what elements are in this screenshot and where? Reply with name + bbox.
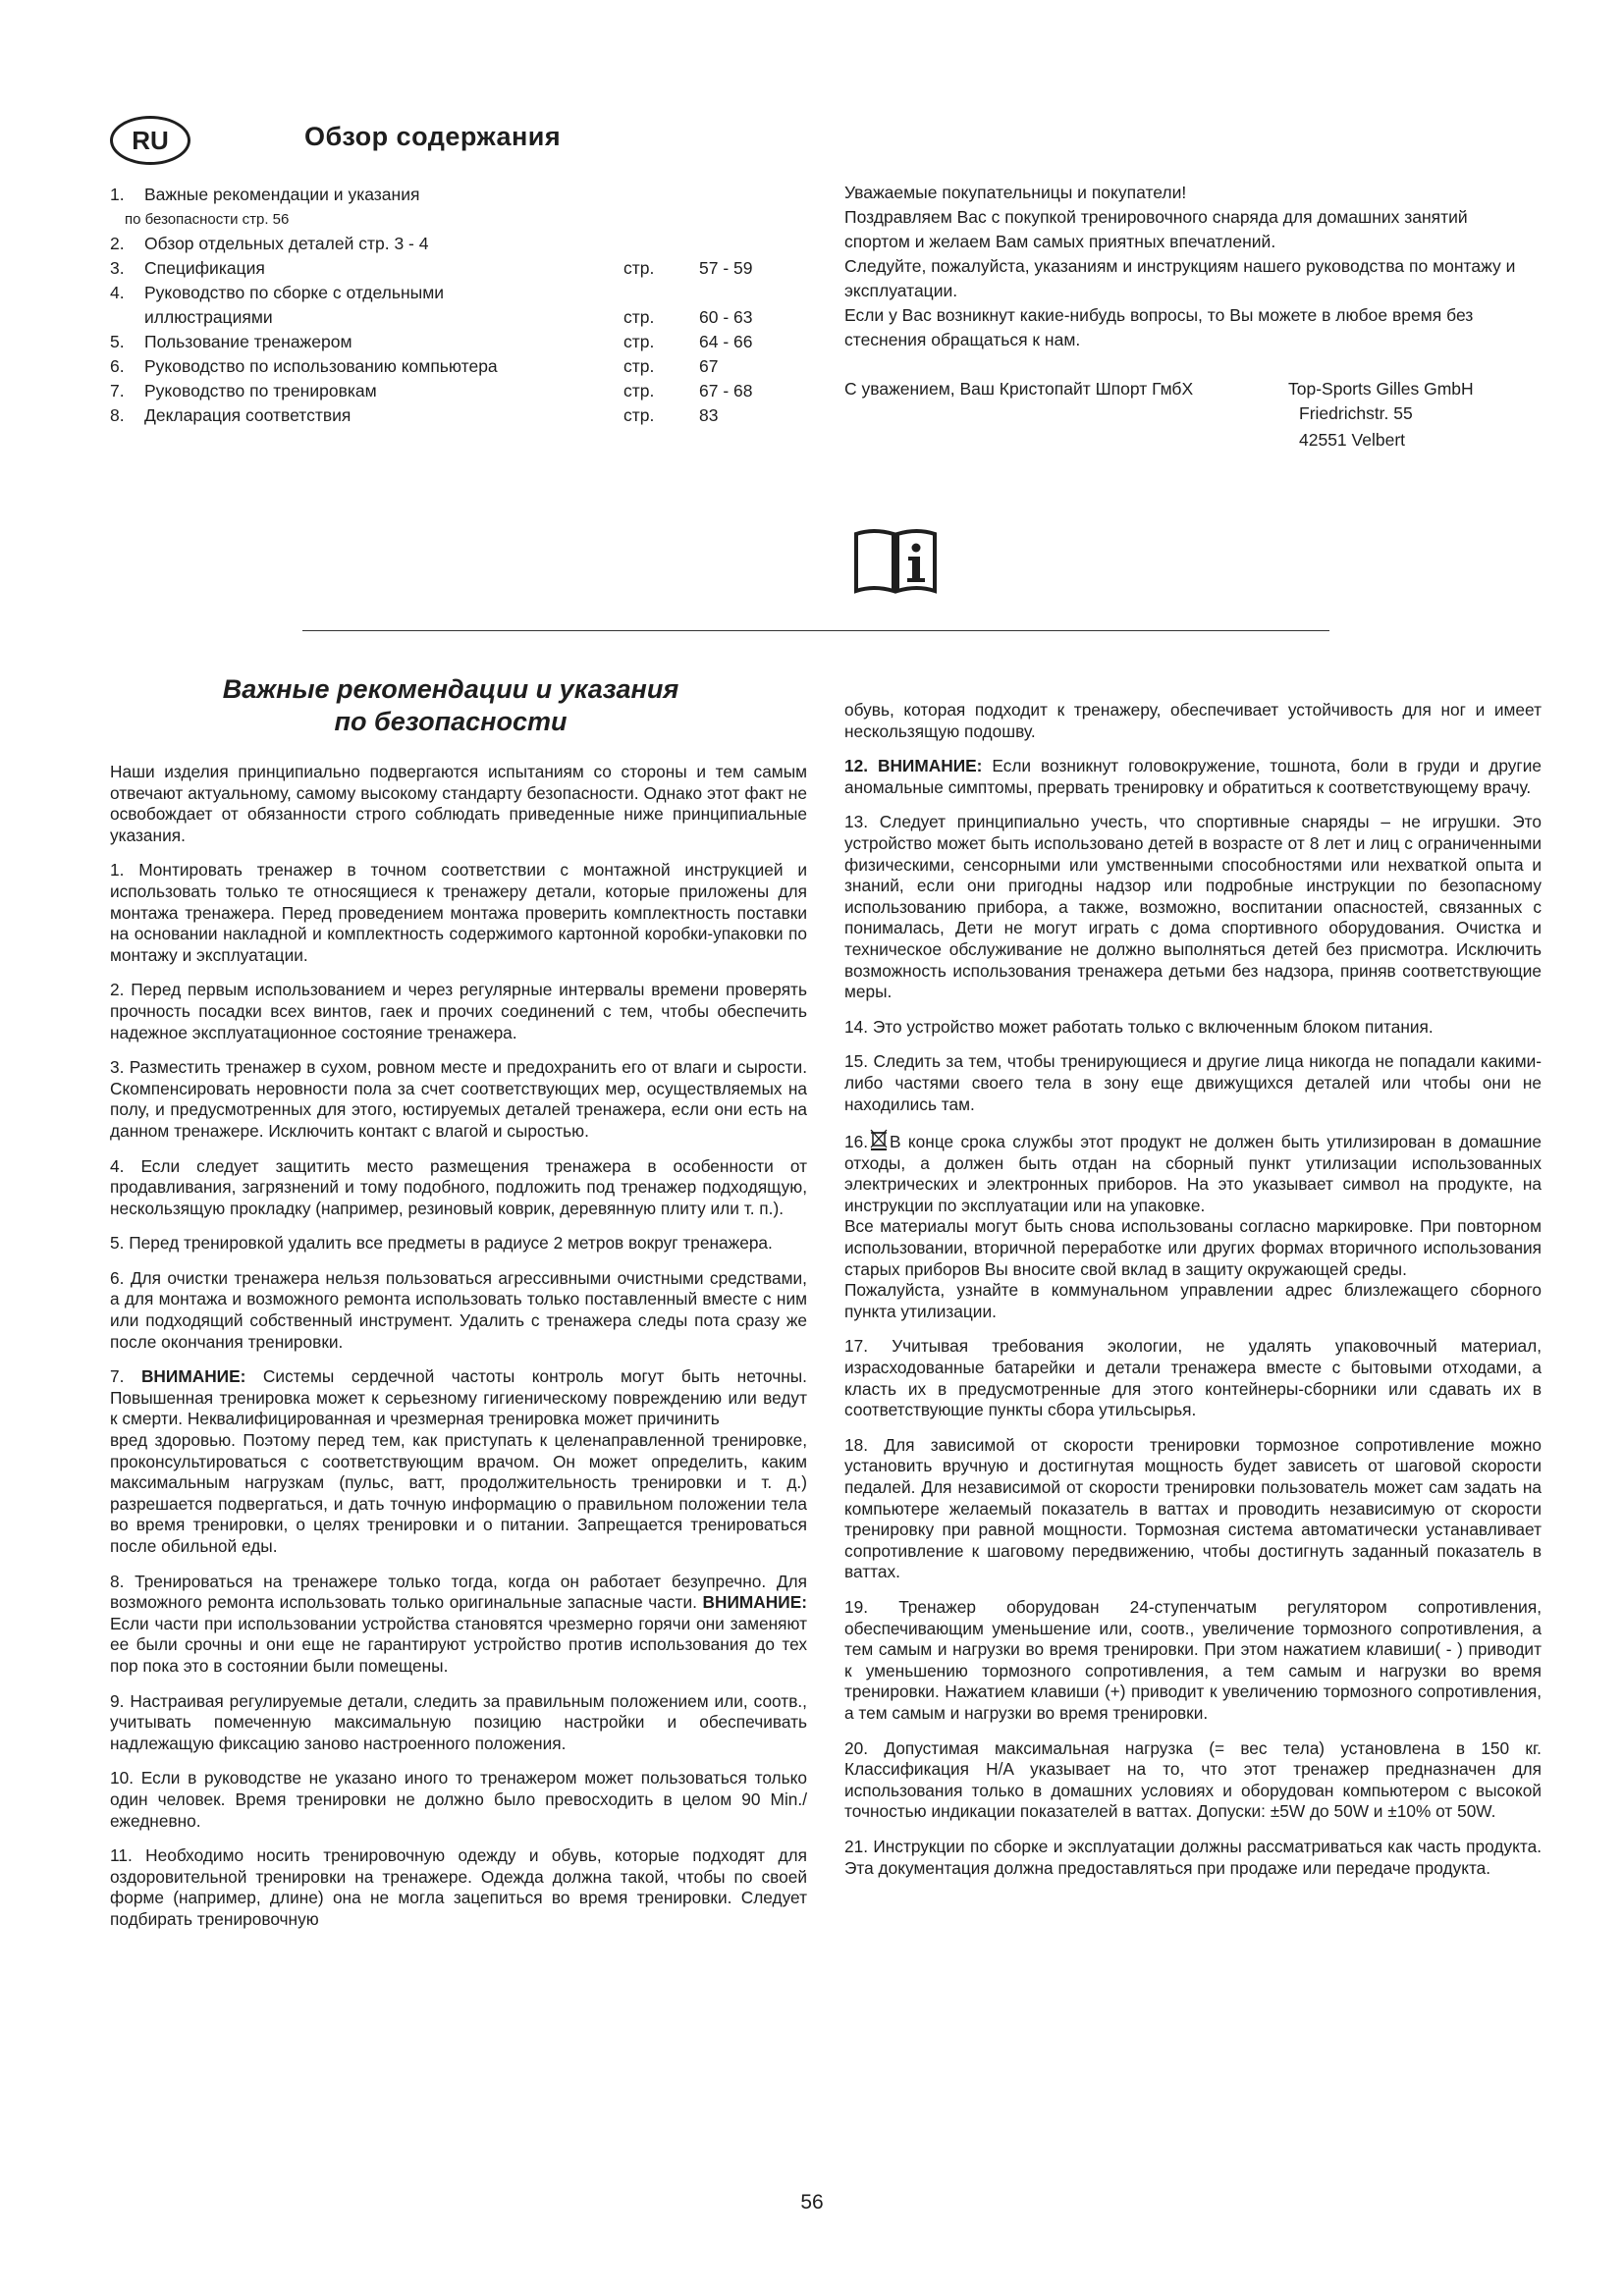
toc-row — [110, 330, 797, 354]
item-number: 19. — [844, 1596, 869, 1617]
toc-row — [110, 379, 797, 403]
toc-text: Обзор отдельных деталей стр. 3 - 4 — [144, 234, 429, 253]
item-text: Для очистки тренажера нельзя пользоваться агрессивными очистными средствами, а для монтажа и возможного ремонта использовать только поставленный вместе с ним или подходящий собственный инструмент. Удалить с тренажера следы пота сразу же после окончания тренировки. — [110, 1267, 807, 1352]
section-divider — [302, 630, 1329, 631]
safety-item — [844, 1435, 1542, 1583]
safety-title-line: по безопасности — [334, 707, 568, 736]
toc-num: 6. — [110, 356, 125, 376]
safety-item — [110, 1233, 807, 1255]
company-name: Top-Sports Gilles GmbH — [1288, 379, 1474, 399]
toc-text: Руководство по тренировкам — [144, 381, 377, 400]
toc-pages: 67 - 68 — [699, 381, 753, 400]
toc-row — [110, 305, 797, 330]
item-text: Перед тренировкой удалить все предметы в радиусе 2 метров вокруг тренажера. — [129, 1233, 773, 1254]
safety-intro: Наши изделия принципиально подвергаются испытаниям со стороны и тем самым отвечают актуальному, самому высокому стандарту безопасности. Однако этот факт не освобождает от обязанности строго соблюдать приведенные ниже принципиальные указания. — [110, 762, 807, 845]
warning-label: ВНИМАНИЕ: — [140, 1366, 246, 1387]
safety-item-continued: Пожалуйста, узнайте в коммунальном управлении адрес близлежащего сборного пункта утилизации. — [844, 1280, 1542, 1321]
item-text: Тренироваться на тренажере только тогда, когда он работает безупречно. Для возможного ремонта использовать только оригинальные запасные части. — [110, 1571, 807, 1613]
toc-text: по безопасности стр. 56 — [125, 211, 290, 228]
toc-num: 1. — [110, 185, 125, 204]
safety-item — [844, 756, 1542, 798]
right-column — [844, 700, 1542, 1893]
safety-item-continued: обувь, которая подходит к тренажеру, обеспечивает устойчивость для ног и имеет нескользящую подошву. — [844, 700, 1542, 741]
toc-text: иллюстрациями — [144, 307, 273, 327]
item-number: 2. — [110, 980, 125, 1000]
safety-item — [110, 1768, 807, 1832]
toc-text: Руководство по сборке с отдельными — [144, 283, 445, 302]
toc-row — [110, 256, 797, 281]
toc-num: 2. — [110, 234, 125, 253]
item-number: 12. — [844, 756, 869, 776]
toc-page-label: стр. — [623, 332, 655, 351]
item-number: 20. — [844, 1737, 869, 1758]
item-number: 16. — [844, 1132, 869, 1152]
item-number: 13. — [844, 812, 869, 832]
manual-info-icon — [852, 526, 939, 595]
safety-item — [844, 1051, 1542, 1115]
toc-text: Спецификация — [144, 258, 265, 278]
item-text: Перед первым использованием и через регулярные интервалы времени проверять прочность посадки всех винтов, гаек и прочих соединений с тем, чтобы обеспечить надежное эксплуатационное состояние тренажера. — [110, 980, 807, 1042]
warning-label: ВНИМАНИЕ: — [877, 756, 983, 776]
toc-num: 3. — [110, 258, 125, 278]
item-number: 18. — [844, 1434, 869, 1455]
toc-num: 8. — [110, 405, 125, 425]
safety-item — [110, 1845, 807, 1930]
safety-item — [844, 812, 1542, 1002]
item-number: 5. — [110, 1233, 125, 1254]
warning-label: ВНИМАНИЕ: — [702, 1592, 807, 1613]
toc-page-label: стр. — [623, 307, 655, 327]
item-text: Если возникнут головокружение, тошнота, боли в груди и другие аномальные симптомы, прервать тренировку и обратиться к соответствующему врачу. — [844, 756, 1542, 797]
safety-item — [110, 860, 807, 966]
toc-num: 4. — [110, 283, 125, 302]
table-of-contents — [110, 183, 797, 428]
safety-item — [844, 1129, 1542, 1216]
safety-item — [844, 1017, 1542, 1039]
toc-pages: 64 - 66 — [699, 332, 753, 351]
greeting-block — [844, 181, 1532, 352]
crossed-bin-icon — [870, 1129, 888, 1150]
safety-item-continued: вред здоровью. Поэтому перед тем, как приступать к целенаправленной тренировке, проконсультироваться с соответствующим врачом. Он может определить, каким максимальным нагрузкам (пульс, ватт, продолжительность тренировки и т. д.) разрешается подвергаться, и дать точную информацию о правильном положении тела во время тренировки, о целях тренировки и о питании. Запрещается тренироваться после обильной еды. — [110, 1430, 807, 1556]
greeting-paragraph: Следуйте, пожалуйста, указаниям и инструкциям нашего руководства по монтажу и эксплуатации. — [844, 256, 1516, 300]
safety-item — [844, 1738, 1542, 1823]
item-text: Для зависимой от скорости тренировки тормозное сопротивление можно установить вручную и достигнутая мощность будет зависеть от шаговой скорости педалей. Для независимой от скорости тренировки пользователь может сам задать на компьютере желаемый показатель в ваттах и проводить независимую от скорости тренировку при равной мощности. Тормозная система автоматически устанавливает сопротивление к шаговому передвижению, чтобы достигнуть заданный показатель в ваттах. — [844, 1434, 1542, 1582]
item-text: В конце срока службы этот продукт не должен быть утилизирован в домашние отходы, а должен быть отдан на сборный пункт утилизации использованных электрических и электронных приборов. На это указывает символ на продукте, на инструкции по эксплуатации или на упаковке. — [844, 1132, 1542, 1215]
toc-row — [110, 354, 797, 379]
toc-page-label: стр. — [623, 258, 655, 278]
toc-pages: 60 - 63 — [699, 307, 753, 327]
item-text: Это устройство может работать только с включенным блоком питания. — [872, 1016, 1434, 1037]
item-number: 7. — [110, 1366, 125, 1387]
toc-title: Обзор содержания — [304, 122, 562, 151]
toc-row — [110, 232, 797, 256]
item-text: Учитывая требования экологии, не удалять упаковочный материал, израсходованные батарейки и детали тренажера вместе с бытовыми отходами, а класть их в предусмотренные для этого контейнеры-сборники или сдавать их в соответствующие пункты сбора утильсырья. — [844, 1336, 1542, 1420]
company-street: Friedrichstr. 55 — [1299, 403, 1413, 423]
item-number: 11. — [110, 1845, 133, 1866]
toc-text: Руководство по использованию компьютера — [144, 356, 498, 376]
toc-page-label: стр. — [623, 381, 655, 400]
toc-text: Пользование тренажером — [144, 332, 352, 351]
item-number: 3. — [110, 1057, 125, 1078]
item-number: 10. — [110, 1768, 135, 1789]
toc-row — [110, 183, 797, 207]
safety-title-line: Важные рекомендации и указания — [222, 674, 679, 704]
safety-item — [110, 980, 807, 1043]
safety-section-title — [110, 673, 791, 738]
toc-text: Декларация соответствия — [144, 405, 352, 425]
toc-pages: 83 — [699, 405, 719, 425]
toc-page-label: стр. — [623, 356, 655, 376]
toc-row — [110, 403, 797, 428]
safety-item-continued: Все материалы могут быть снова использованы согласно маркировке. При повторном использовании, вторичной переработке или других формах вторичного использования старых приборов Вы вносите свой вклад в защиту окружающей среды. — [844, 1216, 1542, 1279]
page-number: 56 — [800, 2191, 824, 2214]
greeting-salutation: Уважаемые покупательницы и покупатели! — [844, 183, 1187, 202]
safety-item — [110, 1156, 807, 1220]
item-text: Необходимо носить тренировочную одежду и обувь, которые подходят для оздоровительной тренировки на тренажере. Одежда должна такой, чтобы по своей форме (например, длине) она не могла зацепиться во время тренировки. Следует подбирать тренировочную — [110, 1845, 807, 1929]
left-column — [110, 762, 807, 1945]
language-badge: RU — [110, 116, 190, 165]
company-city: 42551 Velbert — [1299, 430, 1406, 450]
signature-closing: С уважением, Ваш Кристопайт Шпорт ГмбХ — [844, 379, 1194, 399]
item-text: Настраивая регулируемые детали, следить за правильным положением или, соотв., учитывать помеченную максимальную позицию настройки и обеспечивать надлежащую фиксацию заново настроенного положения. — [110, 1690, 807, 1753]
item-text: Если следует защитить место размещения тренажера в особенности от продавливания, загрязнений и тому подобного, подложить под тренажер подходящую, нескользящую прокладку (например, резиновый коврик, деревянную плиту или т. п.). — [110, 1155, 807, 1218]
greeting-paragraph: Если у Вас возникнут какие-нибудь вопросы, то Вы можете в любое время без стеснения обращаться к нам. — [844, 305, 1474, 349]
item-text: Инструкции по сборке и эксплуатации должны рассматриваться как часть продукта. Эта документация должна предоставляться при продаже или передаче продукта. — [844, 1836, 1542, 1878]
toc-pages: 57 - 59 — [699, 258, 753, 278]
safety-item — [844, 1597, 1542, 1725]
item-text: Системы сердечной частоты контроль могут быть неточны. Повышенная тренировка может к серьезному гигиеническому повреждению или ведут к смерти. Неквалифицированная и чрезмерная тренировка может причинить — [110, 1366, 807, 1429]
item-number: 8. — [110, 1571, 125, 1591]
item-number: 9. — [110, 1690, 125, 1711]
toc-num: 5. — [110, 332, 125, 351]
item-text: Допустимая максимальная нагрузка (= вес тела) установлена в 150 кг. Классификация H/A указывает на то, что этот тренажер предназначен для использования только в домашних условиях и оборудован компьютером с высокой точностью индикации показателей в ваттах. Допуски: ±5W до 50W и ±10% от 50W. — [844, 1737, 1542, 1822]
safety-item — [110, 1691, 807, 1755]
item-text: Разместить тренажер в сухом, ровном месте и предохранить его от влаги и сырости. Скомпенсировать неровности пола за счет соответствующих мер, осуществляемых на полу, и предусмотренных для этого, юстируемых деталей тренажера, если они есть на данном тренажере. Исключить контакт с влагой и сыростью. — [110, 1057, 807, 1141]
item-number: 1. — [110, 860, 125, 881]
safety-item — [110, 1057, 807, 1142]
safety-item — [844, 1837, 1542, 1879]
item-text: Следить за тем, чтобы тренирующиеся и другие лица никогда не попадали какими-либо частями своего тела в зону еще движущихся деталей или чтобы они не находились там. — [844, 1051, 1542, 1114]
item-number: 21. — [844, 1836, 869, 1856]
item-text: Монтировать тренажер в точном соответствии с монтажной инструкцией и использовать только те относящиеся к тренажеру детали, которые приложены для монтажа тренажера. Перед проведением монтажа проверить комплектность поставки на основании накладной и комплектность содержимого картонной коробки-упаковки по монтажу и эксплуатации. — [110, 860, 807, 965]
item-number: 17. — [844, 1336, 869, 1357]
item-text: Следует принципиально учесть, что спортивные снаряды – не игрушки. Это устройство может быть использовано детей в возрасте от 8 лет и лиц с ограниченными физическими, сенсорными или умственными способностями или нехваткой опыта и знаний, если они пригодны надзор или подробные инструкции по безопасному использованию прибора, а также, возможно, воспитании опасностей, связанных с понималась, Дети не могут играть с дома спортивного оборудования. Очистка и техническое обслуживание не должно выполняться детей без присмотра. Исключить возможность использования тренажера детьми без надзора, приняв соответствующие меры. — [844, 812, 1542, 1002]
greeting-paragraph: Поздравляем Вас с покупкой тренировочного снаряда для домашних занятий спортом и желаем Вам самых приятных впечатлений. — [844, 207, 1468, 251]
item-number: 15. — [844, 1051, 869, 1072]
item-number: 4. — [110, 1155, 125, 1176]
safety-item — [110, 1366, 807, 1430]
toc-pages: 67 — [699, 356, 719, 376]
item-number: 6. — [110, 1267, 125, 1288]
toc-row — [110, 281, 797, 305]
toc-text: Важные рекомендации и указания — [144, 185, 420, 204]
toc-page-label: стр. — [623, 405, 655, 425]
safety-item — [844, 1336, 1542, 1420]
item-text: Если в руководстве не указано иного то тренажером может пользоваться только один человек. Время тренировки не должно было превосходить в целом 90 Min./ежедневно. — [110, 1768, 807, 1831]
item-text: Тренажер оборудован 24-ступенчатым регулятором сопротивления, обеспечивающим уменьшение или, соотв., увеличение тормозного сопротивления, а тем самым и нагрузки во время тренировки. При этом нажатием клавиши( - ) приводит к уменьшению тормозного сопротивления, а тем самым и нагрузки во время тренировки. Нажатием клавиши (+) приводит к увеличению тормозного сопротивления, а тем самым и нагрузки во время тренировки. — [844, 1596, 1542, 1723]
item-number: 14. — [844, 1016, 869, 1037]
toc-row — [110, 207, 797, 232]
safety-item — [110, 1572, 807, 1678]
toc-num: 7. — [110, 381, 125, 400]
safety-item — [110, 1268, 807, 1353]
item-text: Если части при использовании устройства становятся чрезмерно горячи они заменяют ее были срочны и они еще не гарантируют устройство против использования до тех пор пока это в состоянии были помещены. — [110, 1613, 807, 1676]
